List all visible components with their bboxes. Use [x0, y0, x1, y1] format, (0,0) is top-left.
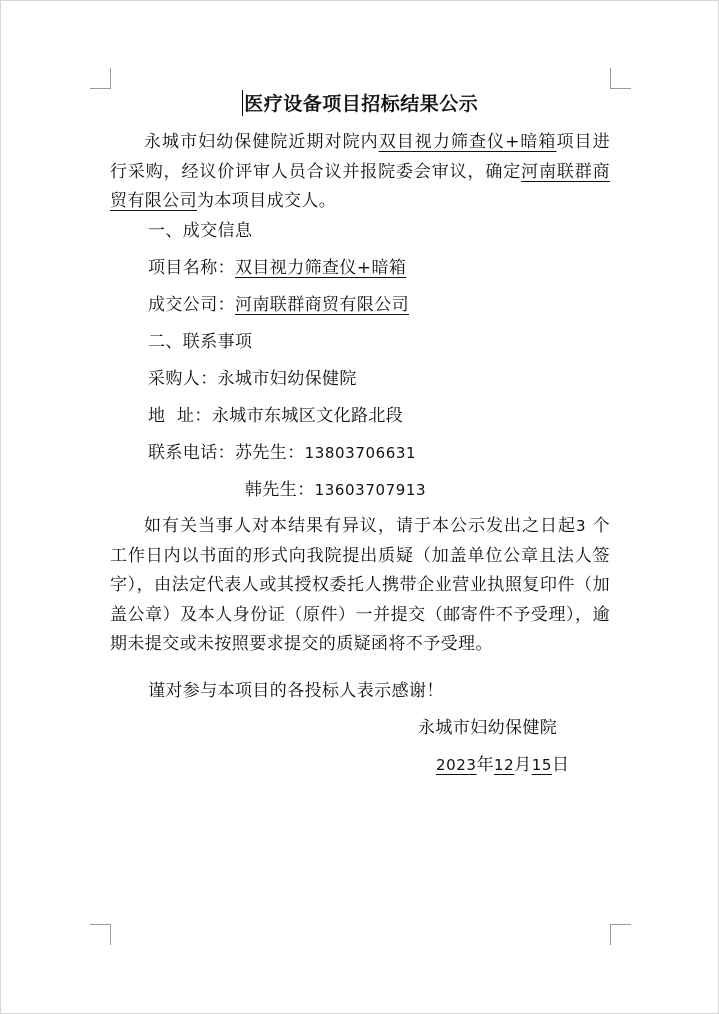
date-day: 15 [531, 756, 552, 774]
contact-1-phone: 13803706631 [304, 444, 417, 462]
thanks-line: 谨对参与本项目的各投标人表示感谢！ [148, 681, 444, 701]
section-heading-contact: 二、联系事项 [148, 332, 253, 352]
buyer-label: 采购人： [148, 369, 218, 389]
margin-mark-bottom-left [90, 924, 111, 945]
section-heading-result: 一、成交信息 [148, 221, 253, 241]
intro-text-3: 为本项目成交人。 [197, 191, 337, 211]
address-line [148, 401, 403, 431]
phone-label: 联系电话： [148, 443, 235, 463]
date-year: 2023 [436, 756, 477, 774]
date-day-unit: 日 [551, 755, 570, 775]
project-name-line [148, 253, 406, 283]
objection-text-b: 个工作日内以书面的形式向我院提出质疑（加盖单位公章且法人签字），由法定代表人或其授权委托人携带企业营业执照复印件（加盖公章）及本人身份证（原件）一并提交（邮寄件不予受理），逾期未提交或未按照要求提交的质疑函将不予受理。 [110, 516, 610, 654]
phone-line-1 [148, 438, 416, 468]
address-value: 永城市东城区文化路北段 [211, 406, 404, 426]
project-name-value: 双目视力筛查仪+暗箱 [235, 258, 407, 278]
signature-date [436, 750, 569, 780]
intro-text-2: 项目进行采购，经议价评审人员合议并报院委会审议，确定 [110, 132, 610, 182]
intro-project-name: 双目视力筛查仪+暗箱 [378, 132, 557, 152]
signature-org: 永城市妇幼保健院 [418, 718, 558, 738]
buyer-value: 永城市妇幼保健院 [217, 369, 357, 389]
document-title [110, 90, 610, 118]
intro-text-1: 永城市妇幼保健院近期对院内 [144, 132, 379, 152]
winning-company-label: 成交公司： [148, 295, 235, 315]
contact-2-name: 韩先生： [245, 480, 315, 500]
objection-days: 3 [576, 517, 587, 535]
objection-text-a: 如有关当事人对本结果有异议，请于本公示发出之日起 [144, 516, 577, 536]
phone-line-2 [245, 475, 426, 505]
address-label: 地 址： [148, 406, 212, 426]
contact-2-phone: 13603707913 [314, 481, 427, 499]
project-name-label: 项目名称： [148, 258, 235, 278]
contact-1-name: 苏先生： [235, 443, 305, 463]
margin-mark-top-left [90, 68, 111, 89]
winning-company-line [148, 290, 409, 320]
buyer-line [148, 364, 357, 394]
title-text: 医疗设备项目招标结果公示 [244, 93, 479, 115]
date-month: 12 [493, 756, 515, 774]
text-cursor [242, 90, 244, 116]
margin-mark-bottom-right [610, 924, 631, 945]
winning-company-value: 河南联群商贸有限公司 [235, 295, 409, 315]
intro-company-name: 河南联群商贸有限公司 [110, 161, 611, 211]
intro-paragraph [110, 128, 610, 217]
objection-paragraph [110, 512, 610, 660]
margin-mark-top-right [610, 68, 631, 89]
date-month-unit: 月 [514, 755, 532, 775]
date-year-unit: 年 [476, 755, 494, 775]
